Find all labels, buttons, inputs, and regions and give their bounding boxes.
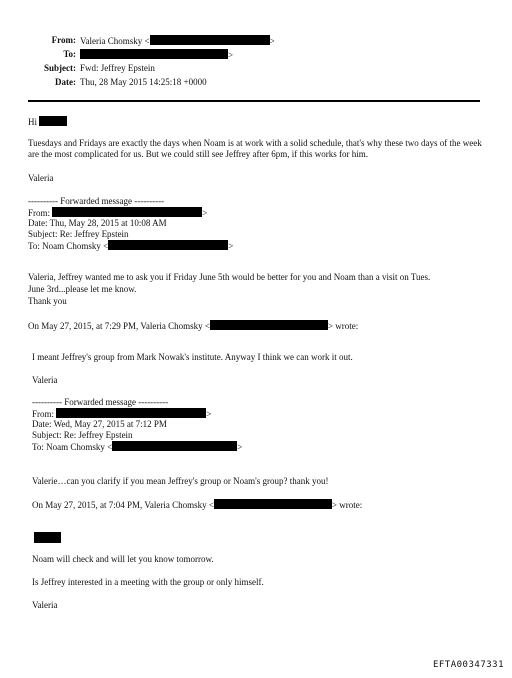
redaction-box [80, 49, 228, 59]
quote-text: On May 27, 2015, at 7:04 PM, Valeria Chomsky < [32, 500, 214, 510]
gt-symbol: > [228, 241, 234, 251]
paragraph-4: Valerie…can you clarify if you mean Jeffrey's group or Noam's group? thank you! [32, 476, 329, 486]
forwarded-title-2: ---------- Forwarded message ---------- [32, 397, 169, 407]
signature-1: Valeria [28, 173, 54, 183]
redaction-box [56, 408, 206, 418]
from-text: From: [32, 409, 55, 419]
quote-line-1 [28, 320, 358, 332]
to-label: To: [63, 49, 76, 59]
gt-symbol: > [269, 36, 275, 46]
redaction-box [34, 532, 61, 543]
paragraph-5: Noam will check and will let you know tomorrow. [32, 554, 214, 564]
document-id: EFTA00347331 [432, 660, 504, 670]
from-value [80, 35, 275, 47]
subject-label: Subject: [44, 63, 76, 73]
paragraph-2-line-1: Valeria, Jeffrey wanted me to ask you if Friday June 5th would be better for you and Noam than a visit on Tues. [28, 272, 431, 282]
to-value [80, 49, 233, 61]
redaction-box [210, 320, 328, 330]
forwarded-date-2: Date: Wed, May 27, 2015 at 7:12 PM [32, 419, 167, 429]
quote-line-2 [32, 499, 362, 511]
redaction-box [52, 207, 202, 217]
from-text: Valeria Chomsky < [80, 36, 150, 46]
redaction-box [214, 499, 332, 509]
to-text: To: Noam Chomsky < [28, 241, 109, 251]
forwarded-subject-1: Subject: Re: Jeffrey Epstein [28, 229, 129, 239]
from-label: From: [51, 35, 76, 45]
forwarded-title-1: ---------- Forwarded message ---------- [28, 196, 165, 206]
header-divider [28, 100, 480, 102]
greeting [28, 116, 67, 128]
gt-symbol: > [206, 409, 212, 419]
subject-value: Fwd: Jeffrey Epstein [80, 63, 155, 73]
date-value: Thu, 28 May 2015 14:25:18 +0000 [80, 77, 207, 87]
quote-text: On May 27, 2015, at 7:29 PM, Valeria Chomsky < [28, 321, 210, 331]
paragraph-2-line-3: Thank you [28, 296, 67, 306]
gt-symbol: > [202, 208, 208, 218]
quote-end: > wrote: [331, 500, 363, 510]
forwarded-date-1: Date: Thu, May 28, 2015 at 10:08 AM [28, 218, 167, 228]
signature-2: Valeria [32, 375, 58, 385]
paragraph-3: I meant Jeffrey's group from Mark Nowak's institute. Anyway I think we can work it out. [32, 352, 353, 362]
paragraph-1: Tuesdays and Fridays are exactly the days when Noam is at work with a solid schedule, that's why these two days of the week are the most complicated for us. But we could still see Jeffrey after 6pm, if this works for him. [28, 138, 482, 160]
date-label: Date: [55, 77, 76, 87]
forwarded-to-1 [28, 240, 233, 252]
redaction-box [150, 35, 270, 45]
signature-3: Valeria [32, 600, 58, 610]
forwarded-to-2 [32, 441, 242, 453]
from-text: From: [28, 208, 51, 218]
greeting-text: Hi [28, 117, 37, 127]
forwarded-subject-2: Subject: Re: Jeffrey Epstein [32, 430, 133, 440]
redaction-box [112, 441, 237, 451]
gt-symbol: > [228, 50, 234, 60]
quote-end: > wrote: [327, 321, 359, 331]
to-text: To: Noam Chomsky < [32, 442, 113, 452]
paragraph-2-line-2: June 3rd...please let me know. [28, 284, 137, 294]
redaction-box [39, 116, 67, 126]
paragraph-6: Is Jeffrey interested in a meeting with the group or only himself. [32, 577, 264, 587]
redacted-greeting [34, 532, 61, 545]
gt-symbol: > [237, 442, 243, 452]
redaction-box [108, 240, 228, 250]
